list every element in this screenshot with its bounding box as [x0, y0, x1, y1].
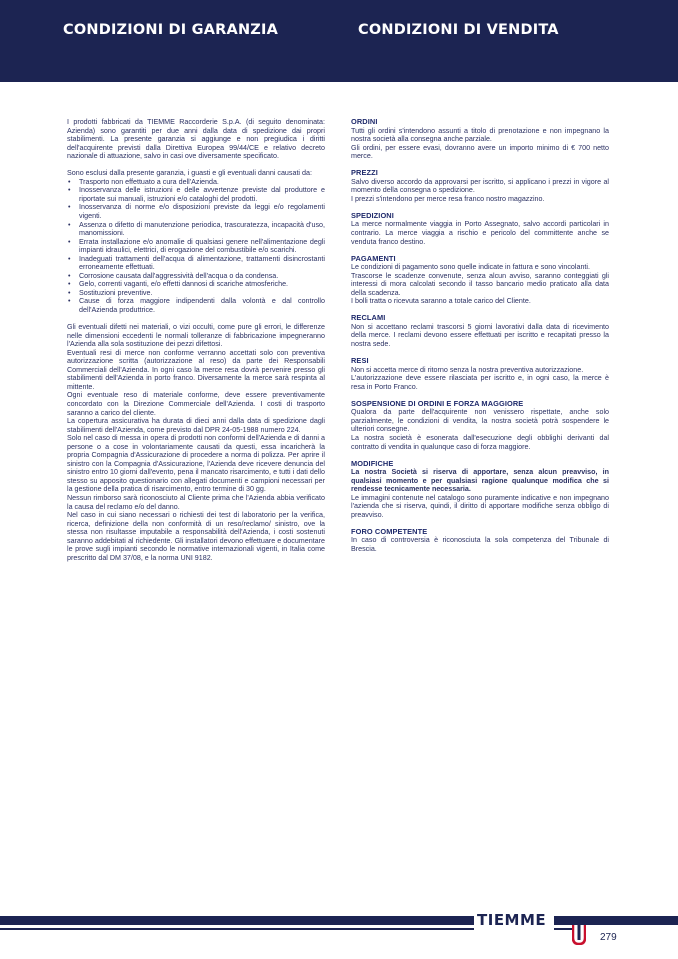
section-foro	[351, 528, 609, 554]
section-title: SOSPENSIONE DI ORDINI E FORZA MAGGIORE	[351, 398, 524, 408]
section-reclami	[351, 314, 609, 348]
list-item: • Inosservanza delle istruzioni e delle avvertenze previste dal produttore e riportate sui manuali, istruzioni e/o cataloghi del prodotti.	[67, 186, 325, 203]
page-number: 279	[600, 932, 617, 943]
section-spedizioni	[351, 212, 609, 246]
page-header	[0, 0, 678, 82]
warranty-paragraph: La copertura assicurativa ha durata di dieci anni dalla data di spedizione dagli stabilimenti dell'Azienda, come previsto dal DPR 24-05-1988 numero 224.	[67, 417, 325, 434]
warranty-paragraph: Eventuali resi di merce non conforme verranno accettati solo con preventiva autorizzazione scritta (autorizzazione al reso) da parte dei Responsabili Commerciali dell'Azienda. In ogni caso la merce resa dovrà pervenire presso gli stabilimenti dell'Azienda in porto franco. Diversamente la merce sarà respinta al mittente.	[67, 348, 325, 391]
list-item: • Errata installazione e/o anomalie di qualsiasi genere nell'alimentazione degli impianti idraulici, elettrici, di erogazione del combustibile e/o scarichi.	[67, 238, 325, 255]
section-text: Non si accetta merce di ritorno senza la nostra preventiva autorizzazione.	[351, 365, 584, 374]
section-sospensione	[351, 400, 609, 451]
section-text-bold: La nostra Società si riserva di apportare, senza alcun preavviso, in qualsiasi momento e per qualsiasi ragione qualunque modifica che si rendesse tecnicamente necessaria.	[351, 468, 609, 494]
section-text: Trascorse le scadenze convenute, senza alcun avviso, saranno conteggiati gli interessi di mora calcolati secondo il tasso bancario medio praticato alla data della scadenza.	[351, 271, 609, 297]
warranty-paragraph: Ogni eventuale reso di materiale conforme, deve essere preventivamente concordato con la Direzione Commerciale dell'Azienda. I costi di trasporto saranno a carico del cliente.	[67, 391, 325, 417]
section-title: RECLAMI	[351, 313, 386, 323]
section-text: I bolli tratta o ricevuta saranno a totale carico del Cliente.	[351, 297, 531, 306]
warranty-intro: I prodotti fabbricati da TIEMME Raccorderie S.p.A. (di seguito denominata: Azienda) sono garantiti per due anni dalla data di spedizione dai propri stabilimenti. La presente garanzia si aggiunge e non pregiudica i diritti dell'acquirente previsti dalla Direttiva Europea 99/44/CE e relativo decreto nazionale di attuazione, salvo in casi ove diversamente specificato.	[67, 118, 325, 161]
section-text: I prezzi s'intendono per merce resa franco nostro magazzino.	[351, 194, 545, 203]
section-title: ORDINI	[351, 117, 378, 126]
list-item: • Corrosione causata dall'aggressività dell'acqua o da condensa.	[67, 272, 325, 281]
section-resi	[351, 357, 609, 391]
section-title: MODIFICHE	[351, 458, 394, 468]
section-pagamenti	[351, 255, 609, 306]
section-title: SPEDIZIONI	[351, 210, 394, 220]
section-prezzi	[351, 169, 609, 203]
tiemme-logo: TIEMME	[477, 911, 547, 929]
warranty-exclusions-intro: Sono esclusi dalla presente garanzia, i guasti e gli eventuali danni causati da:	[67, 169, 312, 178]
sales-column	[351, 118, 609, 562]
list-item: • Trasporto non effettuato a cura dell'Azienda.	[67, 178, 325, 187]
warranty-paragraph: Solo nel caso di messa in opera di prodotti non conformi dell'Azienda e di danni a persone o a cose in volontariamente causati da questi, essa incaricherà la propria Compagnia d'Assicurazione di procedere a norma di polizza. Per aprire il sinistro con la Compagnia d'Assicurazione, l'Azienda deve ricevere denuncia del sinistro entro 10 giorni dall'evento, pena il mancato risarcimento, e tutti i dati dello stesso su apposito questionario con allegati documenti e campioni necessari per la gestione della pratica di risarcimento, entro termine di 30 gg.	[67, 434, 325, 494]
section-text: Le condizioni di pagamento sono quelle indicate in fattura e sono vincolanti.	[351, 263, 590, 272]
footer-bar	[0, 916, 678, 925]
warranty-paragraph: Nel caso in cui siano necessari o richiesti dei test di laboratorio per la verifica, ricerca, definizione della non conformità di un reso/reclamo/ sinistro, ove la stessa non risultasse imputabile a responsabilità dell'Azienda, i costi sostenuti saranno addebitati al richiedente. Gli installatori devono effettuare e documentare le prove sugli impianti secondo le normative internazionali vigenti, in Italia come prescritto dal DM 37/08, e la norma UNI 9182.	[67, 511, 325, 562]
sales-title: CONDIZIONI DI VENDITA	[358, 22, 559, 38]
section-text: L'autorizzazione deve essere rilasciata per iscritto e, in ogni caso, la merce è resa in Porto Franco.	[351, 374, 609, 391]
section-text: La merce normalmente viaggia in Porto Assegnato, salvo accordi particolari in contrario. La merce viaggia a rischio e pericolo del committente anche se venduta franco destino.	[351, 220, 609, 246]
list-item: • Cause di forza maggiore indipendenti dalla volontà e dal controllo dell'Azienda produttrice.	[67, 297, 325, 314]
section-modifiche	[351, 460, 609, 520]
section-text: Tutti gli ordini s'intendono assunti a titolo di prenotazione e non impegnano la nostra società alla consegna anche parziale.	[351, 126, 609, 144]
warranty-paragraph: Gli eventuali difetti nei materiali, o vizi occulti, come pure gli errori, le differenze nelle dimensioni eccedenti le normali tolleranze di fabbricazione impegneranno l'Azienda alla sola sostituzione dei pezzi difettosi.	[67, 323, 325, 349]
section-title: PREZZI	[351, 168, 378, 178]
list-item: • Gelo, correnti vaganti, e/o effetti dannosi di scariche atmosferiche.	[67, 280, 325, 289]
section-text: La nostra società è esonerata dall'esecuzione degli obblighi derivanti dal contratto di vendita in qualunque caso di forza maggiore.	[351, 433, 609, 451]
section-text: Gli ordini, per essere evasi, dovranno avere un importo minimo di € 700 netto merce.	[351, 143, 609, 161]
section-title: PAGAMENTI	[351, 253, 396, 263]
section-text: Le immagini contenute nel catalogo sono puramente indicative e non impegnano l'azienda che si riserva, quindi, il diritto di apportare modifiche senza obbligo di preavviso.	[351, 493, 609, 519]
list-item: • Inadeguati trattamenti dell'acqua di alimentazione, trattamenti disincrostanti erroneamente effettuati.	[67, 255, 325, 272]
list-item: • Sostituzioni preventive.	[67, 289, 325, 298]
section-title: RESI	[351, 356, 369, 366]
section-text: Non si accettano reclami trascorsi 5 giorni lavorativi dalla data di ricevimento della merce. I reclami devono essere effettuati per iscritto e recapitati presso la nostra sede.	[351, 322, 609, 349]
section-title: FORO COMPETENTE	[351, 526, 428, 536]
warranty-paragraph: Nessun rimborso sarà riconosciuto al Cliente prima che l'Azienda abbia verificato la causa del reclamo e/o del danno.	[67, 493, 325, 511]
logo-mark-icon	[572, 925, 586, 945]
section-text: Salvo diverso accordo da approvarsi per iscritto, si applicano i prezzi in vigore al momento della consegna o spedizione.	[351, 177, 609, 195]
list-item: • Assenza o difetto di manutenzione periodica, trascuratezza, incapacità d'uso, manomissioni.	[67, 221, 325, 238]
section-text: In caso di controversia è riconosciuta la sola competenza del Tribunale di Brescia.	[351, 536, 609, 553]
list-item: • Inosservanza di norme e/o disposizioni previste da leggi e/o regolamenti vigenti.	[67, 203, 325, 220]
warranty-title: CONDIZIONI DI GARANZIA	[63, 22, 279, 38]
section-ordini	[351, 118, 609, 161]
exclusion-list	[67, 178, 325, 315]
section-text: Qualora da parte dell'acquirente non venissero rispettate, anche solo parzialmente, le condizioni di vendita, la nostra società potrà sospendere le ulteriori consegne.	[351, 408, 609, 434]
warranty-column	[67, 118, 325, 562]
